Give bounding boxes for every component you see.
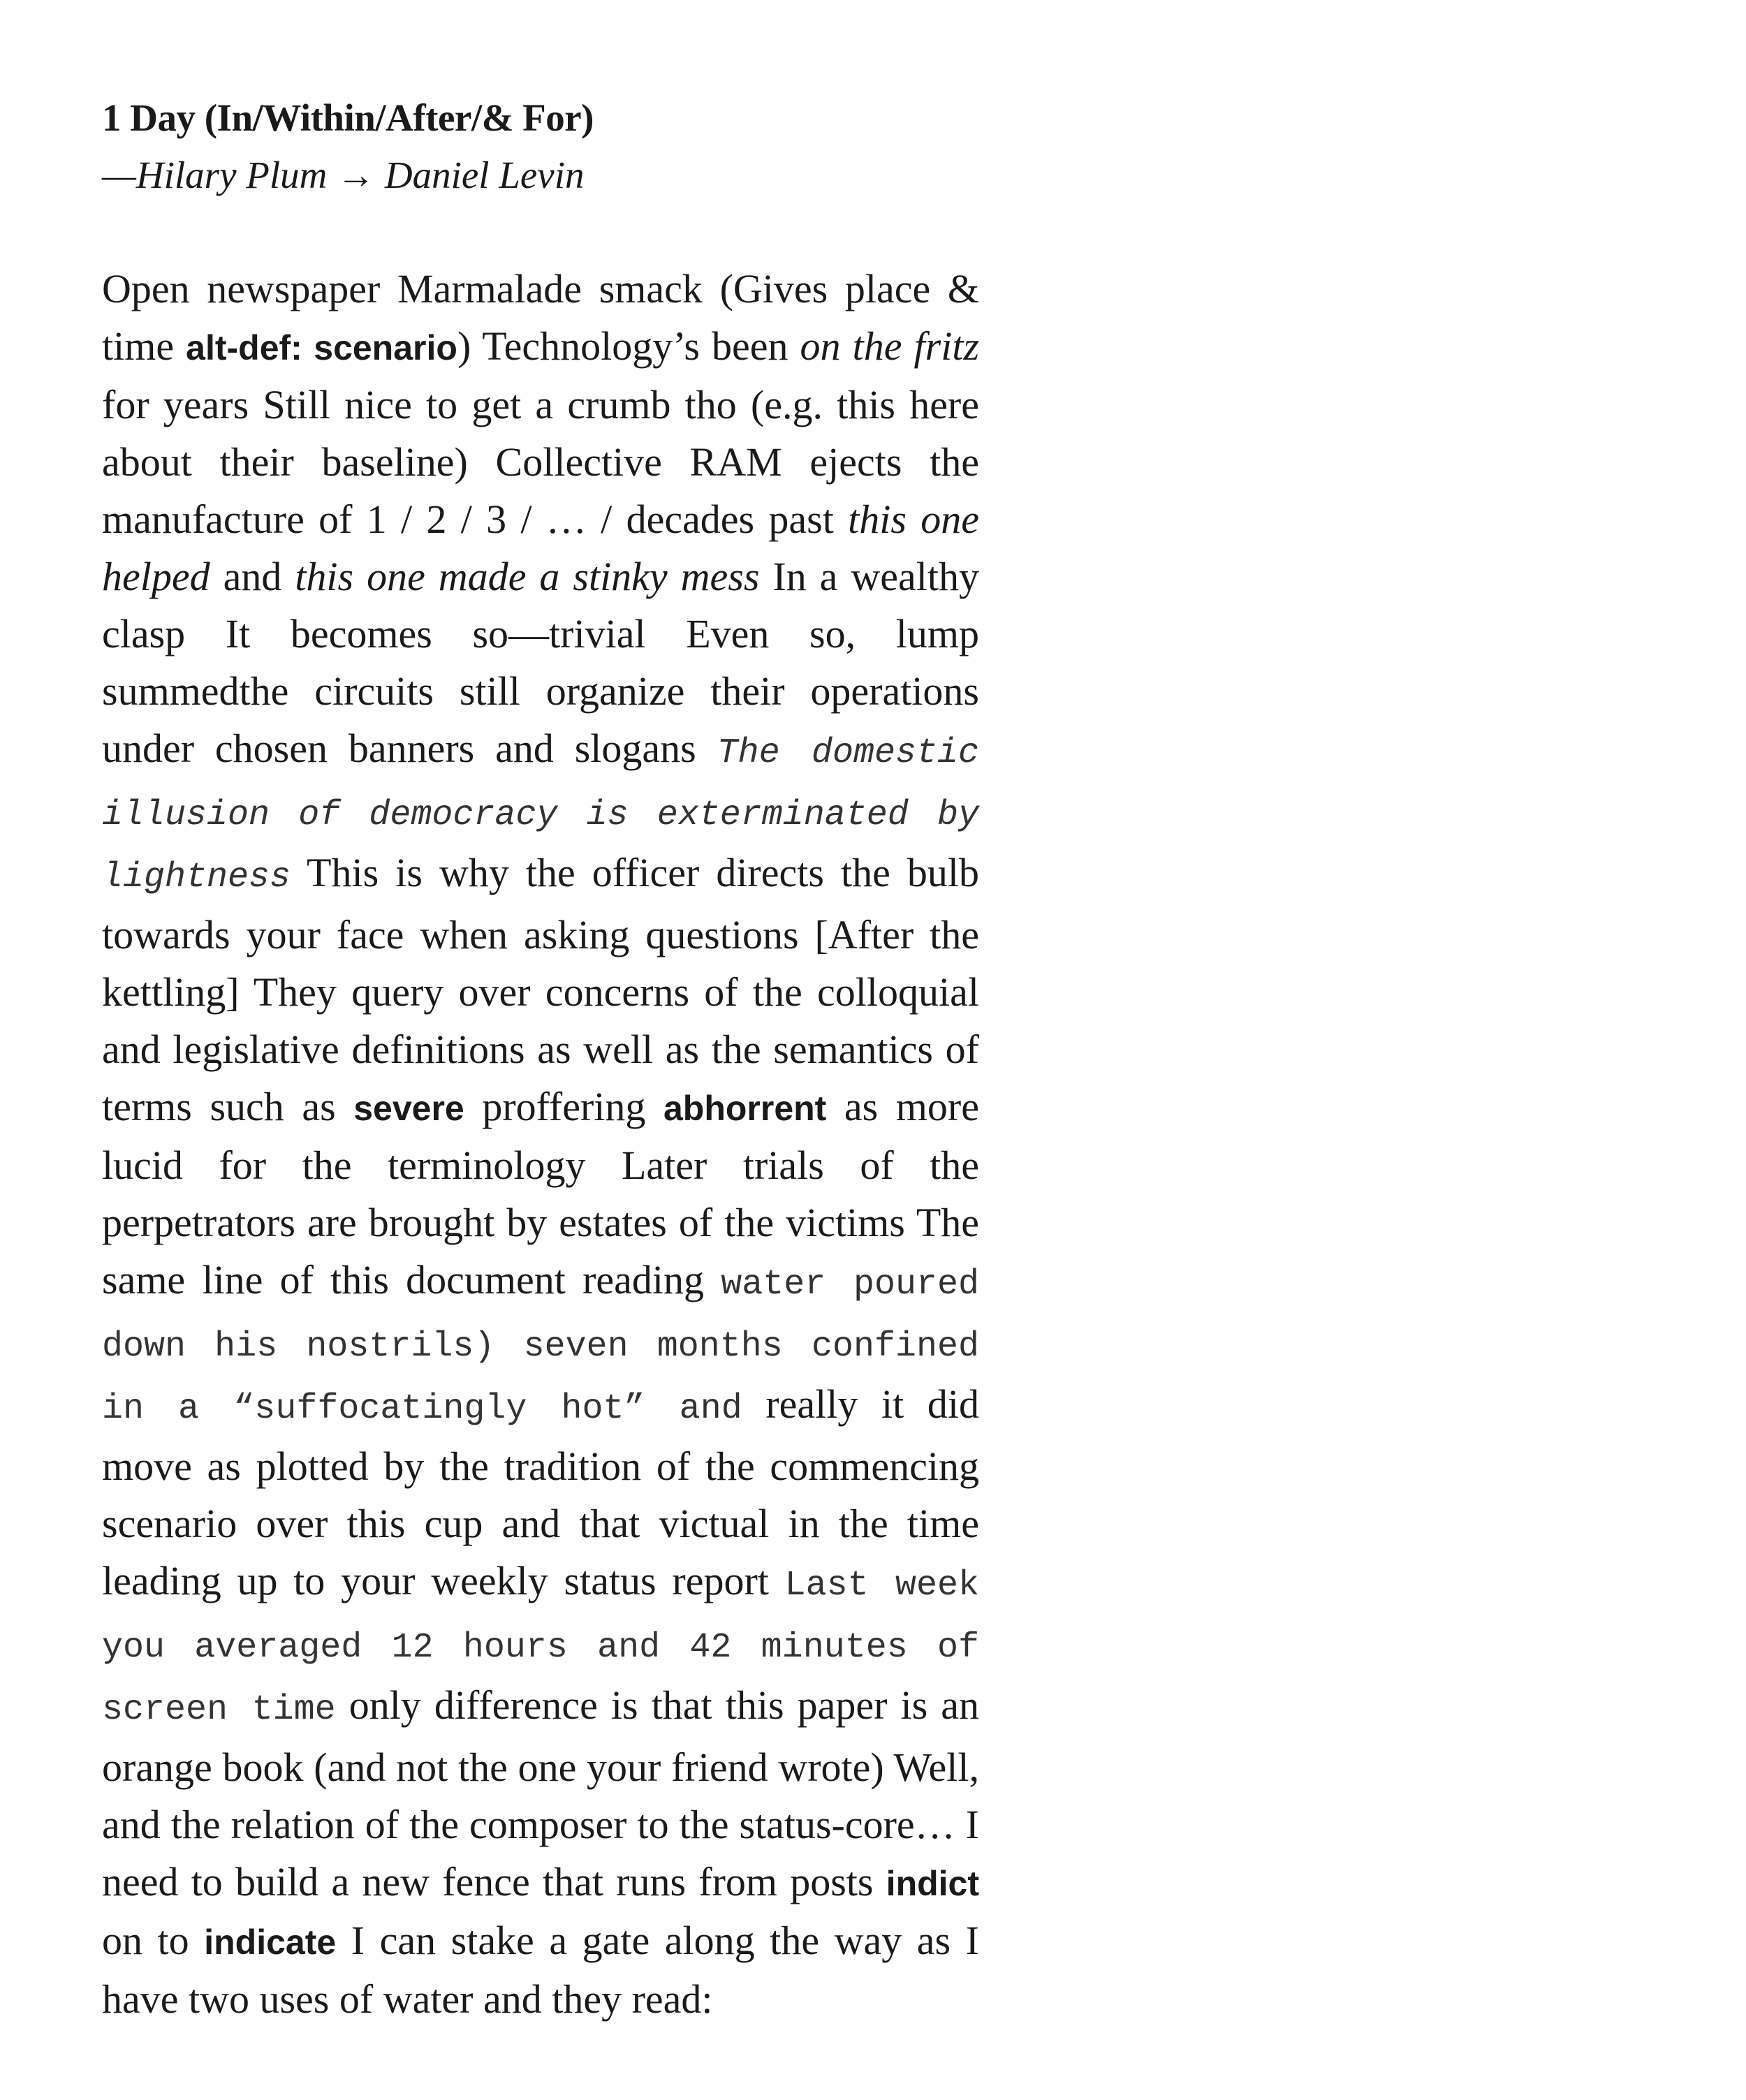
italic-phrase: this one made a stinky mess [295,554,760,599]
bold-term: severe [353,1089,464,1128]
text-segment: really it did move as plotted by the tradition of the commencing scenario over this cup and that victual in the time leading up to your weekly status report [102,1381,979,1603]
text-segment: for years Still nice to get a crumb tho (e.g. this here about their baseline) Collective RAM ejects the manufacture of 1 / 2 / 3 / … / decades past [102,382,979,542]
mono-quote: Last week you averaged 12 hours and 42 minutes of screen time [102,1566,979,1730]
text-segment: as more lucid for the terminology Later trials of the perpetrators are brought by estates of the victims The same line of this document reading [102,1084,979,1302]
bold-term: indicate [204,1923,337,1962]
text-segment: proffering [464,1084,663,1129]
mono-italic-quote: The domestic illusion of democracy is exterminated by lightness [102,733,980,897]
poem-byline: —Hilary Plum → Daniel Levin [102,154,585,196]
bold-term: abhorrent [663,1089,827,1128]
text-segment: and [210,554,295,599]
mono-quote: water poured down his nostrils) seven months confined in a “suffocatingly hot” and [102,1265,979,1429]
poem-title: 1 Day (In/Within/After/& For) [102,96,594,139]
text-segment: Open newspaper Marmalade smack (Gives place & time [102,266,979,369]
text-segment: ) Technology’s been [457,323,800,369]
italic-phrase: on the fritz [800,323,980,369]
italic-phrase: this one helped [102,497,979,599]
text-segment: In a wealthy clasp It becomes so—trivial Even so, lump summedthe circuits still organize their operations under chosen banners and slogans [102,554,980,771]
text-segment: only difference is that this paper is an orange book (and not the one your friend wrote) Well, and the relation of the composer to the status-core… I need to build a new fence that runs from posts [102,1682,979,1904]
poem-page [102,89,979,2069]
bold-term: alt-def: scenario [186,328,457,367]
text-segment: I can stake a gate along the way as I have two uses of water and they read: [102,1918,979,2022]
bold-term: indict [886,1864,979,1903]
text-segment: on to [102,1918,205,1963]
poem-body [102,260,979,2028]
text-segment: This is why the officer directs the bulb towards your face when asking questions [After the kettling] They query over concerns of the colloquial and legislative definitions as well as the semantics of terms such as [102,850,979,1129]
